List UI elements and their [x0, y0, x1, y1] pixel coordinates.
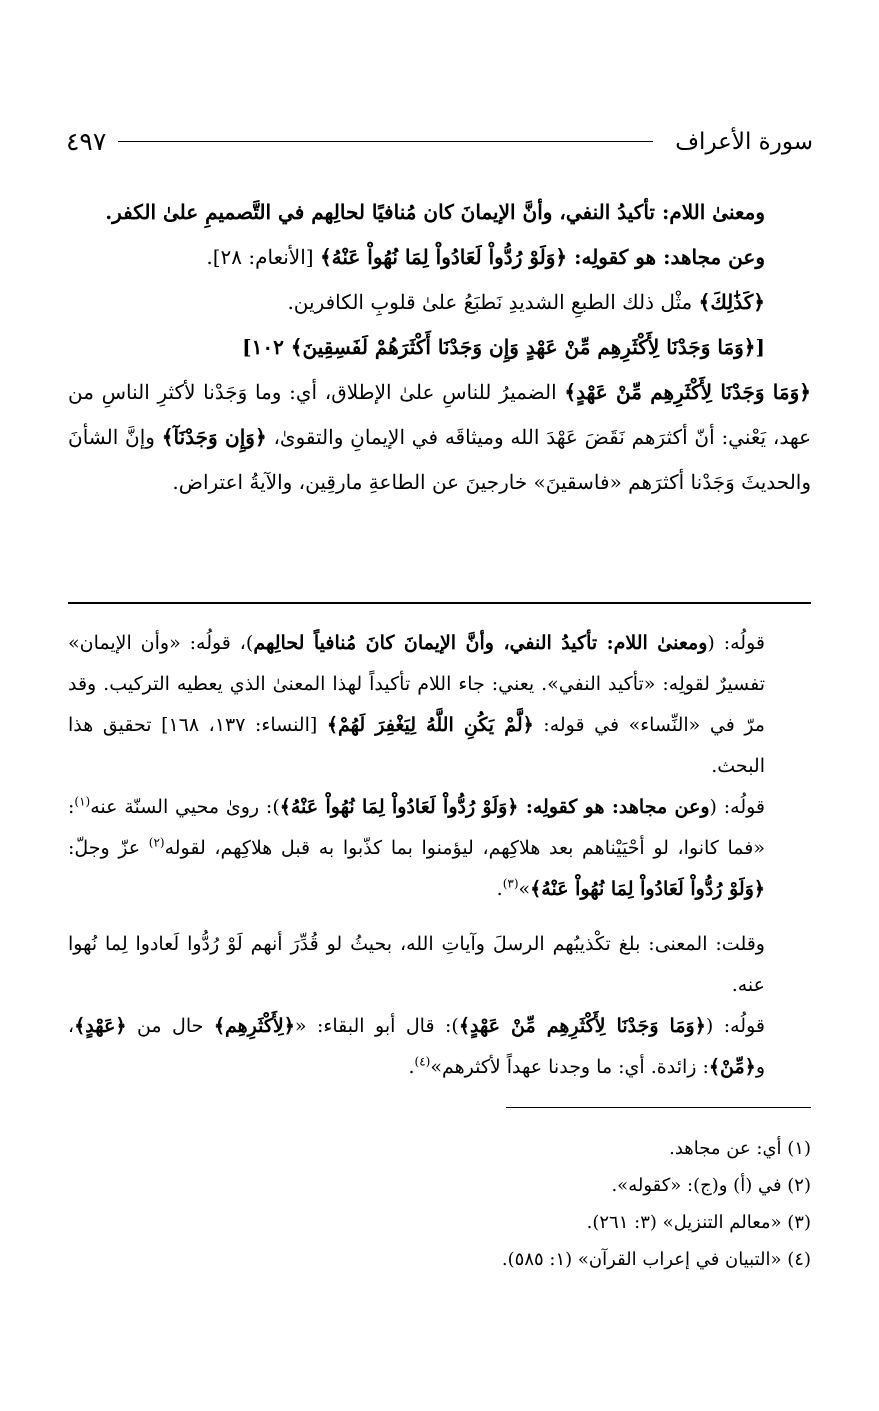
quran-verse: ﴿لِأَكْثَرِهِم﴾ [213, 1015, 295, 1037]
commentary-paragraph [68, 280, 811, 325]
quran-verse: ﴿وَإِن وَجَدْنَآ﴾ [161, 425, 267, 449]
quran-verse: ﴿وَمَا وَجَدْنَا لِأَكْثَرِهِم مِّنْ عَهْدٍ﴾ [458, 1015, 706, 1037]
verse-reference: [الأنعام: ٢٨]. [206, 245, 320, 269]
note-quote: ومعنىٰ اللام: تأكيدُ النفي، وأنَّ الإيمانَ كانَ مُنافياً لحالِهم [253, 632, 708, 654]
footnote: (٢) في (أ) و(ج): «كقوله». [611, 1175, 811, 1196]
paragraph-text: وإنَّ الشأنَ والحديثَ وَجَدْنا أكثرَهم «فاسقينَ» خارجينَ عن الطاعةِ مارقِين، والآيةُ اعتراض. [68, 425, 811, 494]
note-text: : «فما كانوا، لو أحْيَيْناهم بعد هلاكِهم، ليؤمنوا بما كذّبوا به قبل هلاكِهم، لقوله [68, 796, 765, 859]
quran-verse: ﴿مِّنْ﴾ [708, 1056, 756, 1078]
section-divider [68, 602, 811, 604]
footnote-marker: (٣) [502, 876, 519, 891]
note-text: » [518, 878, 531, 900]
quran-verse: ﴿لَّمْ يَكُنِ اللَّهُ لِيَغْفِرَ لَهُمْ﴾ [326, 714, 534, 736]
quran-verse: ﴿عَهْدٍ﴾ [74, 1015, 127, 1037]
note-text: عزّ وجلّ: [68, 837, 149, 859]
verse-number: ١٠٢] [242, 335, 291, 359]
quran-verse: ﴿كَذَٰلِكَ﴾ [698, 290, 765, 314]
quran-verse: [﴿وَمَا وَجَدْنَا لِأَكْثَرِهِم مِّنْ عَهْدٍ وَإِن وَجَدْنَا أَكْثَرَهُمْ لَفَسِقِينَ﴾ [290, 335, 765, 359]
note-text: ، و [68, 1015, 765, 1078]
note-paragraph [68, 1006, 811, 1088]
note-text: وقلت: المعنى: بلغ تكْذيبُهم الرسلَ وآياتِ الله، بحيثُ لو قُدِّرَ أنهم لَوْ رُدُّوا لَعادوا لِما نُهوا عنه. [68, 933, 765, 996]
note-paragraph [68, 924, 811, 1006]
paragraph-text: الضميرُ للناسِ علىٰ الإطلاق، أي: وما وَجَدْنا لأكثرِ الناسِ من عهد، يَعْني: أنّ أكثرَهم نَقَضَ عَهْدَ الله وميثاقَه في الإيمانِ والتقوىٰ، [68, 380, 811, 449]
note-text: . [408, 1056, 415, 1078]
main-commentary [68, 190, 811, 505]
running-header [66, 122, 813, 162]
surah-title: سورة الأعراف [675, 129, 813, 155]
note-text: . [496, 878, 503, 900]
note-paragraph [68, 787, 811, 910]
paragraph-lead: وعن مجاهد: هو كقولِه: [567, 245, 765, 269]
commentary-paragraph [68, 190, 811, 235]
note-text: : زائدة. أي: ما وجدنا عهداً لأكثرهم» [430, 1056, 709, 1078]
footnote: (١) أي: عن مجاهد. [669, 1138, 811, 1159]
note-text: ): قال أبو البقاء: « [294, 1015, 459, 1037]
footnote-marker: (٢) [148, 835, 165, 850]
note-text: حال من [126, 1015, 214, 1037]
page-number: ٤٩٧ [66, 127, 107, 156]
footnotes [68, 1130, 811, 1278]
quran-verse: ﴿وَلَوْ رُدُّواْ لَعَادُواْ لِمَا نُهُواْ عَنْهُ﴾ [530, 878, 765, 900]
note-paragraph [68, 623, 811, 787]
header-rule [118, 141, 653, 142]
footnote-marker: (١) [74, 794, 91, 809]
note-lead: قولُه: ( [705, 1015, 765, 1037]
verse-heading [68, 325, 811, 370]
quran-verse: ﴿وَلَوْ رُدُّواْ لَعَادُواْ لِمَا نُهُواْ عَنْهُ﴾ [319, 245, 568, 269]
footnote: (٣) «معالم التنزيل» (٣: ٢٦١). [586, 1212, 811, 1233]
quran-verse: ﴿وَلَوْ رُدُّواْ لَعَادُواْ لِمَا نُهُواْ عَنْهُ﴾ [279, 796, 519, 818]
footnote-marker: (٤) [414, 1054, 431, 1069]
verse-reference: [النساء: ١٣٧، ١٦٨] تحقيق هذا البحث. [68, 714, 765, 777]
note-lead: قولُه: ( [709, 796, 766, 818]
hashiya-notes [68, 623, 811, 1088]
note-quote: وعن مجاهد: هو كقولِه: [518, 796, 710, 818]
note-lead: قولُه: ( [707, 632, 765, 654]
footnote-divider [506, 1107, 811, 1108]
paragraph-text: مثْل ذلك الطبعِ الشديدِ نَطبَعُ علىٰ قلوبِ الكافرين. [287, 290, 699, 314]
commentary-paragraph [68, 235, 811, 280]
commentary-paragraph [68, 370, 811, 505]
note-text: )، قولُه: «وأن الإيمان» تفسيرٌ لقولِه: «تأكيد النفي». يعني: جاء اللام تأكيداً لهذا المعنىٰ الذي يعطيه التركيب. وقد مرّ في «النِّساء» في قوله: [68, 632, 765, 736]
footnote: (٤) «التبيان في إعراب القرآن» (١: ٥٨٥). [501, 1249, 811, 1270]
paragraph-text: ومعنىٰ اللام: تأكيدُ النفي، وأنَّ الإيمانَ كان مُنافيًا لحالِهم في التَّصميمِ علىٰ الكفر. [105, 200, 765, 224]
quran-verse: ﴿وَمَا وَجَدْنَا لِأَكْثَرِهِم مِّنْ عَهْدٍ﴾ [564, 380, 811, 404]
note-text: ): روىٰ محيي السنّة عنه [90, 796, 280, 818]
